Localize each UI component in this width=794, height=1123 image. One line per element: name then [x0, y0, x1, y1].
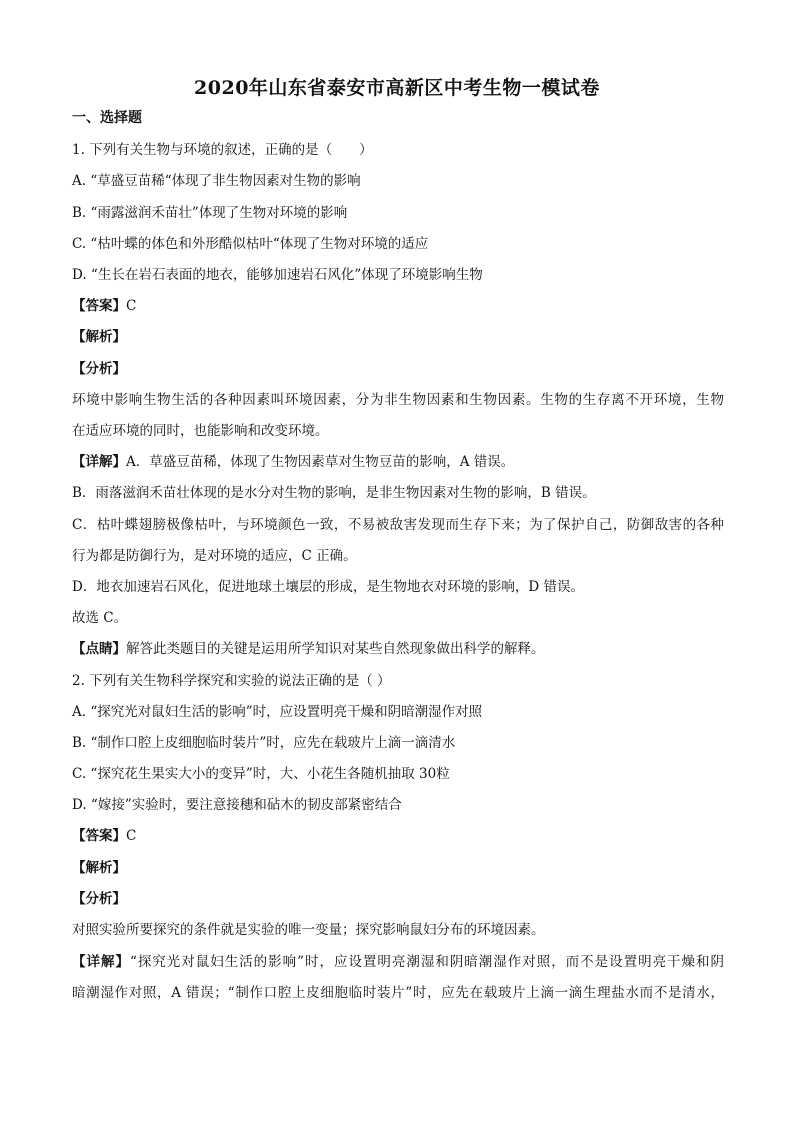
- point-tag: 【点睛】: [72, 641, 126, 657]
- question-2-option-d: D. “嫁接”实验时，要注意接穗和砧木的韧皮部紧密结合: [72, 797, 402, 813]
- answer-tag: 【答案】: [72, 828, 126, 844]
- question-1-option-d: D. “生长在岩石表面的地衣，能够加速岩石风化”体现了环境影响生物: [72, 267, 483, 283]
- question-2-option-a: A. “探究光对鼠妇生活的影响”时，应设置明亮干燥和阴暗潮湿作对照: [72, 704, 483, 720]
- question-1-detail-line: D．地衣加速岩石风化，促进地球土壤层的形成，是生物地衣对环境的影响，D 错误。: [72, 579, 584, 595]
- question-2-option-b: B. “制作口腔上皮细胞临时装片”时，应先在载玻片上滴一滴清水: [72, 735, 456, 751]
- question-2-stem: 2. 下列有关生物科学探究和实验的说法正确的是（ ）: [72, 673, 391, 689]
- question-1-analysis-line: 在适应环境的同时，也能影响和改变环境。: [72, 423, 329, 439]
- question-1-option-c: C. “枯叶蝶的体色和外形酷似枯叶“体现了生物对环境的适应: [72, 236, 429, 252]
- question-2-detail: [72, 953, 724, 971]
- question-1-point: [72, 640, 724, 658]
- question-1-analysis-line: 环境中影响生物生活的各种因素叫环境因素，分为非生物因素和生物因素。生物的生存离不开环境，生物: [72, 392, 724, 408]
- question-1-detail-line: B．雨落滋润禾苗壮体现的是水分对生物的影响，是非生物因素对生物的影响，B 错误。: [72, 485, 596, 501]
- detail-tag: 【详解】: [72, 454, 126, 470]
- question-2-analysis: 对照实验所要探究的条件就是实验的唯一变量；探究影响鼠妇分布的环境因素。: [72, 922, 545, 938]
- question-2-option-c: C. “探究花生果实大小的变异”时，大、小花生各随机抽取 30粒: [72, 766, 450, 782]
- answer-tag: 【答案】: [72, 298, 126, 314]
- question-1-detail-line: C．枯叶蝶翅膀极像枯叶，与环境颜色一致，不易被敌害发现而生存下来；为了保护自己，防御敌害的各种: [72, 517, 724, 533]
- question-1-answer: [72, 297, 724, 315]
- page-title: 2020年山东省泰安市高新区中考生物一模试卷: [194, 77, 600, 99]
- question-1-jiexi-tag: 【解析】: [72, 329, 126, 345]
- question-2-detail-line: 暗潮湿作对照，A 错误；“制作口腔上皮细胞临时装片”时，应先在载玻片上滴一滴生理盐水而不是清水，: [72, 985, 724, 1001]
- question-2-answer: [72, 827, 724, 845]
- point-text: 解答此类题目的关键是运用所学知识对某些自然现象做出科学的解释。: [126, 641, 545, 657]
- question-1-detail-line: 行为都是防御行为，是对环境的适应，C 正确。: [72, 548, 357, 564]
- question-1-option-a: A. “草盛豆苗稀“体现了非生物因素对生物的影响: [72, 173, 361, 189]
- question-1-stem: 1. 下列有关生物与环境的叙述，正确的是（ ）: [72, 142, 373, 158]
- question-1-fenxi-tag: 【分析】: [72, 361, 126, 377]
- question-1-conclusion: 故选 C。: [72, 610, 128, 626]
- answer-value: C: [126, 298, 137, 314]
- detail-text: A．草盛豆苗稀，体现了生物因素草对生物豆苗的影响，A 错误。: [126, 454, 515, 470]
- detail-text: “探究光对鼠妇生活的影响”时，应设置明亮潮湿和阴暗潮湿作对照，而不是设置明亮干燥和阴: [129, 954, 724, 970]
- question-2-jiexi-tag: 【解析】: [72, 860, 126, 876]
- detail-tag: 【详解】: [72, 954, 130, 970]
- question-1-option-b: B. “雨露滋润禾苗壮”体现了生物对环境的影响: [72, 205, 348, 221]
- question-2-fenxi-tag: 【分析】: [72, 891, 126, 907]
- section-heading: 一、选择题: [72, 110, 142, 126]
- question-1-detail: [72, 453, 724, 471]
- answer-value: C: [126, 828, 137, 844]
